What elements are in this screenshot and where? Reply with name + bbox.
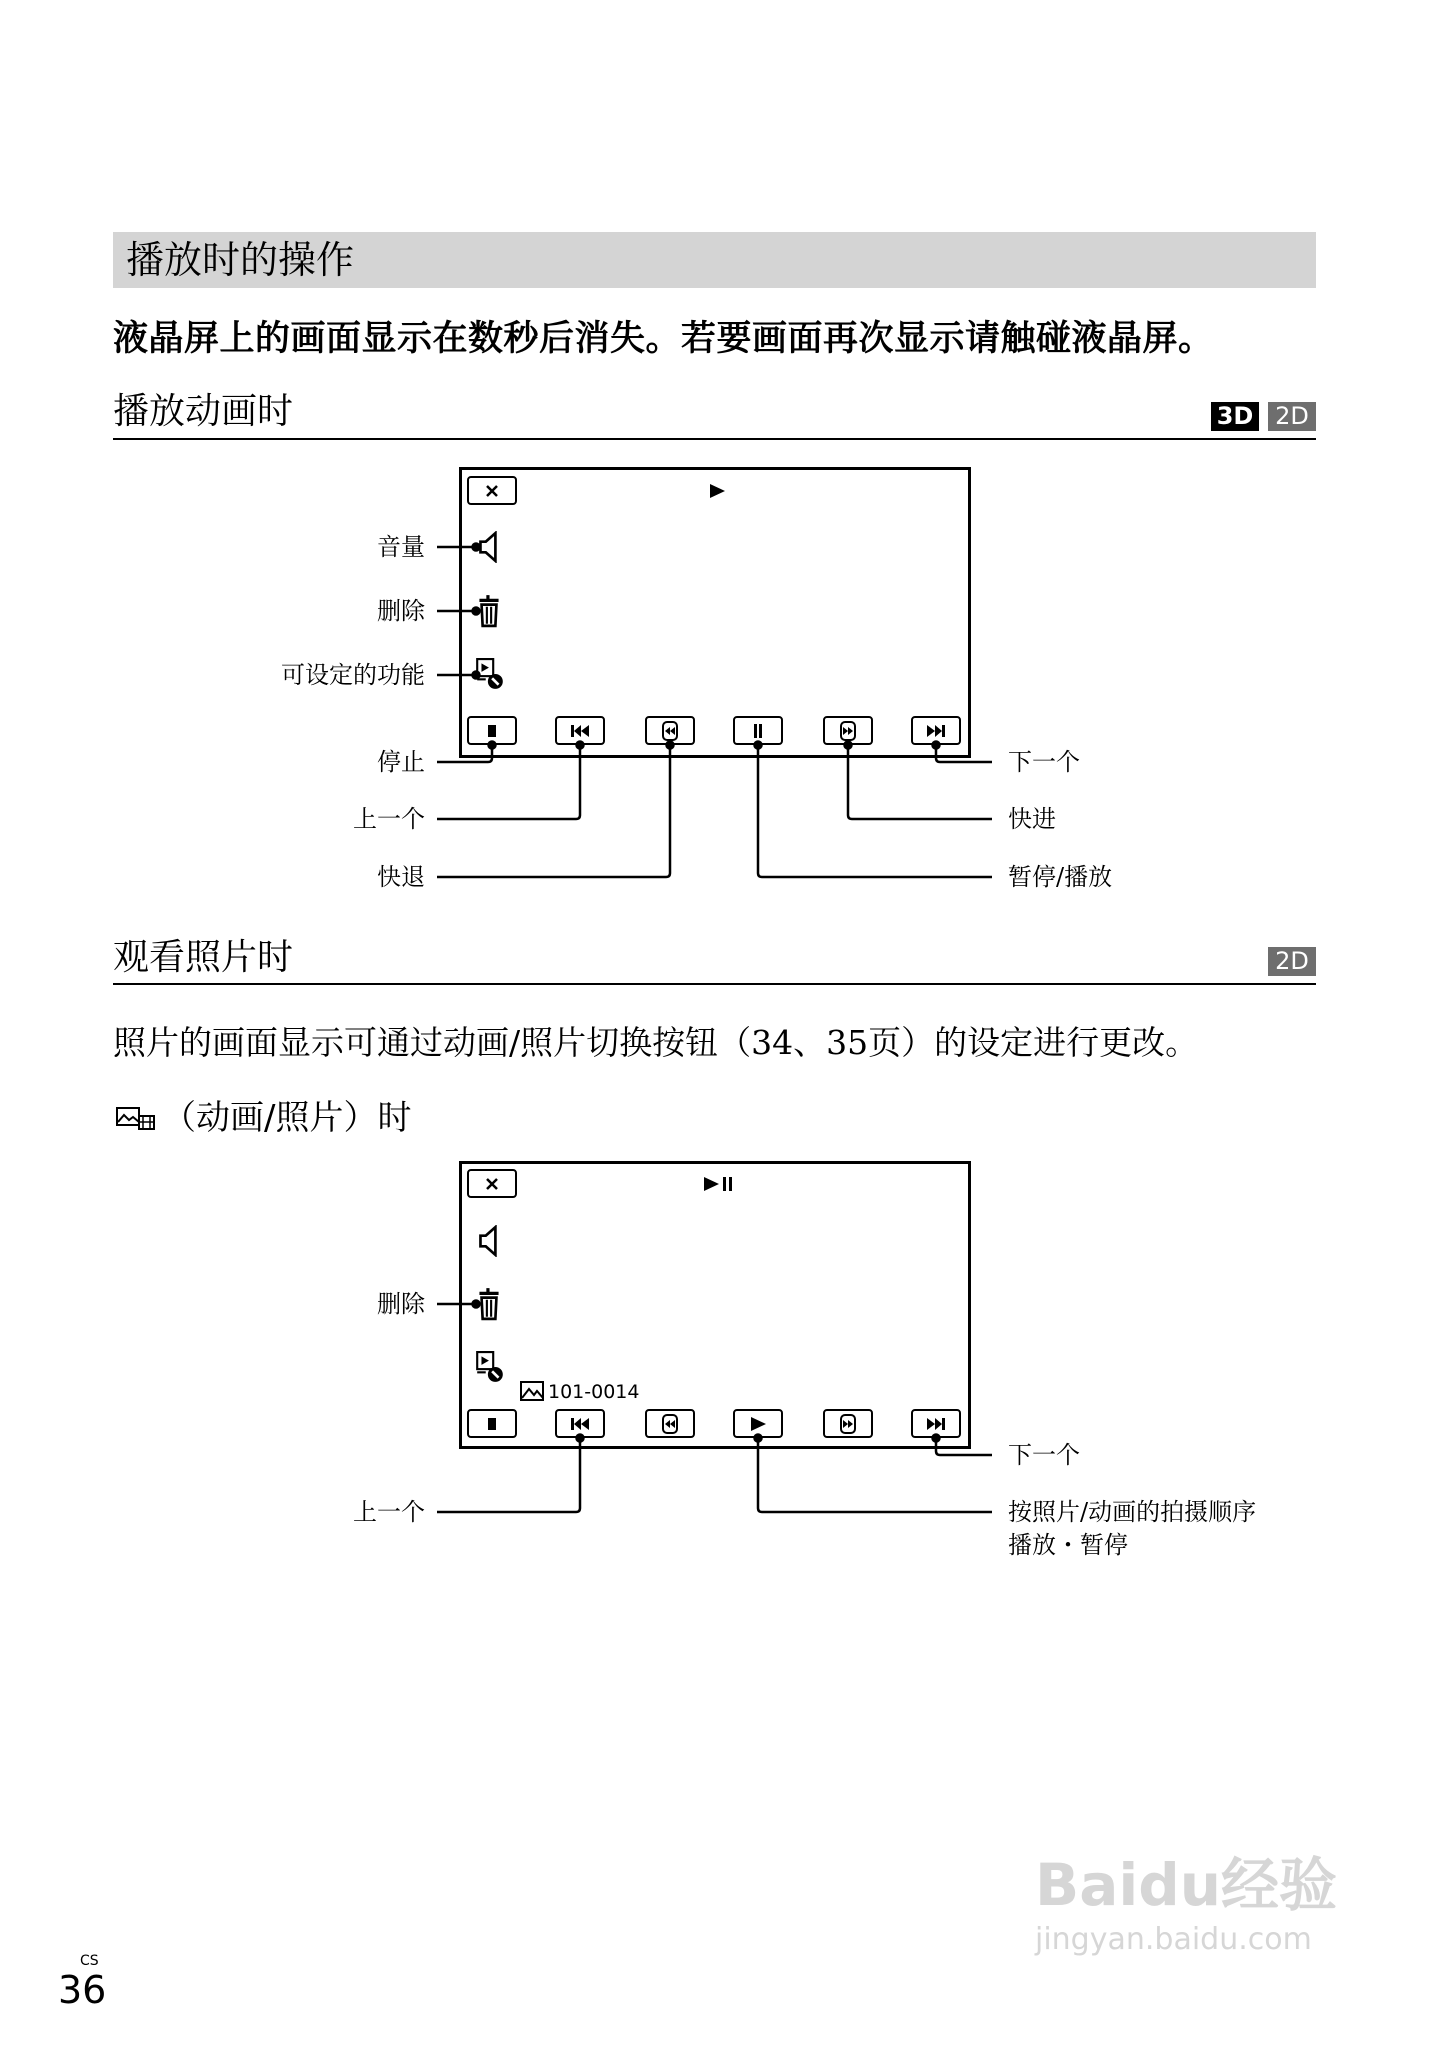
label-fast-forward: 快进 — [1008, 805, 1056, 833]
movie-heading: 播放动画时 — [113, 391, 294, 432]
leader-volume — [437, 544, 480, 551]
section-title: 播放时的操作 — [126, 238, 355, 282]
badge-2d: 2D — [1268, 947, 1316, 976]
badge-3d: 3D — [1211, 402, 1259, 431]
label-previous: 上一个 — [353, 1498, 425, 1526]
leader-photo-previous — [437, 1435, 584, 1513]
label-previous: 上一个 — [353, 805, 425, 833]
photo-heading: 观看照片时 — [113, 937, 294, 978]
leader-photo-delete — [437, 1301, 480, 1308]
file-number-text: 101-0014 — [548, 1381, 640, 1403]
leader-photo-play — [755, 1435, 993, 1513]
leader-photo-next — [933, 1435, 993, 1456]
leader-next — [933, 742, 993, 763]
leader-fast-forward — [845, 742, 993, 820]
label-volume: 音量 — [377, 533, 425, 561]
label-stop: 停止 — [377, 748, 425, 776]
photo-description: 照片的画面显示可通过动画/照片切换按钮（34、35页）的设定进行更改。 — [113, 1023, 1199, 1062]
label-slideshow-line1: 按照片/动画的拍摄顺序 — [1008, 1498, 1257, 1526]
leader-previous — [437, 742, 584, 820]
leader-stop — [437, 742, 496, 763]
watermark-logo: Baidu经验 — [1035, 1851, 1338, 1919]
label-rewind: 快退 — [377, 863, 425, 891]
leader-delete — [437, 608, 480, 615]
language-code: CS — [80, 1953, 99, 1969]
label-delete: 删除 — [377, 1290, 425, 1318]
badge-2d: 2D — [1268, 402, 1316, 431]
label-slideshow-line2: 播放・暂停 — [1008, 1531, 1128, 1559]
label-next: 下一个 — [1008, 748, 1080, 776]
label-next: 下一个 — [1008, 1441, 1080, 1469]
page-number: 36 — [58, 1968, 107, 2012]
label-custom: 可设定的功能 — [281, 661, 425, 689]
label-pause-play: 暂停/播放 — [1008, 863, 1113, 891]
watermark-url: jingyan.baidu.com — [1035, 1922, 1312, 1957]
baidu-watermark — [1035, 1850, 1337, 1960]
label-delete: 删除 — [377, 597, 425, 625]
leader-custom — [437, 672, 480, 679]
intro-text: 液晶屏上的画面显示在数秒后消失。若要画面再次显示请触碰液晶屏。 — [113, 319, 1214, 359]
sub-heading-text: （动画/照片）时 — [162, 1098, 412, 1138]
